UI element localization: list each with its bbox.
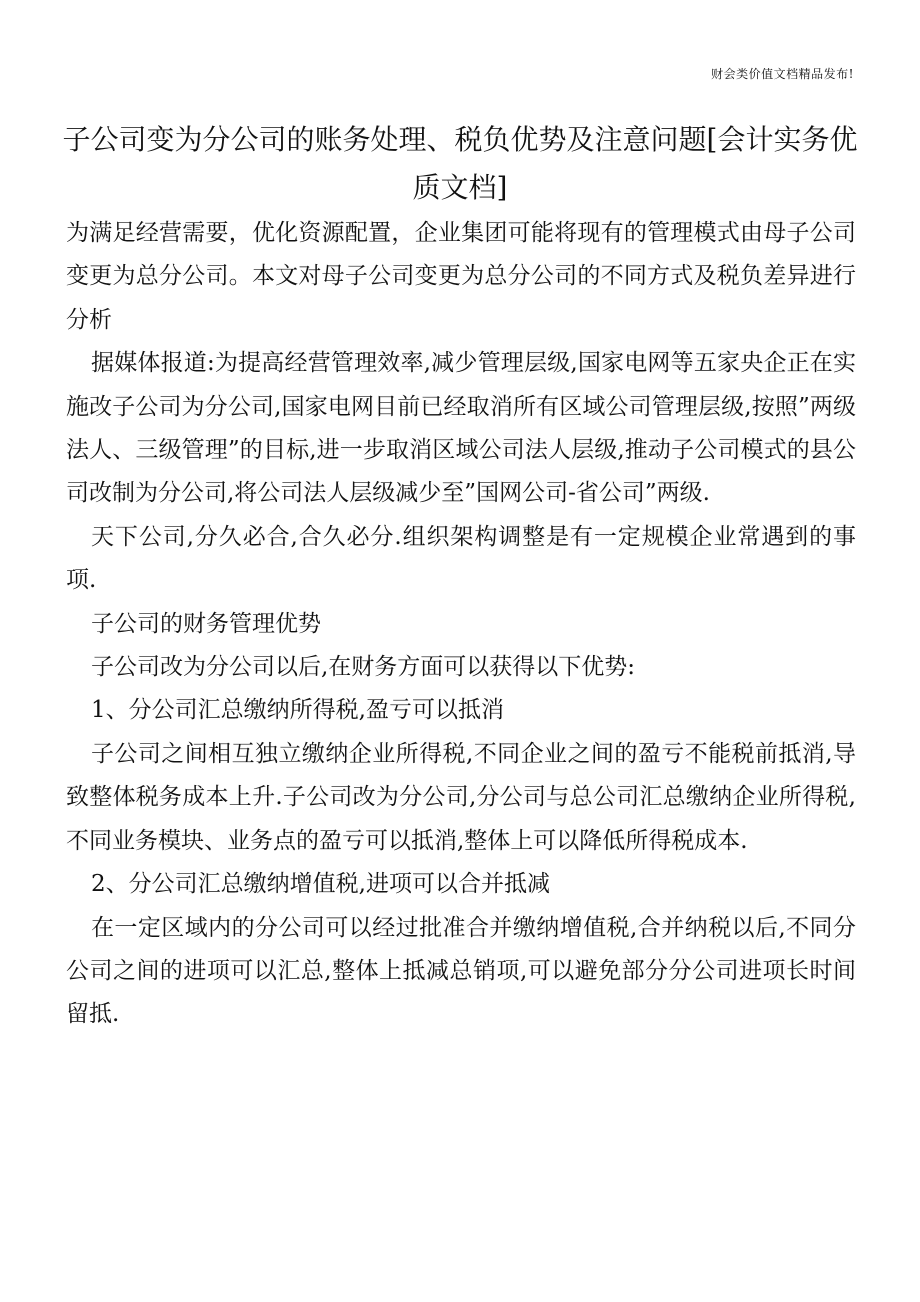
body-paragraph: 子公司改为分公司以后,在财务方面可以获得以下优势: bbox=[91, 654, 636, 681]
body-paragraph: 据媒体报道:为提高经营管理效率,减少管理层级,国家电网等五家央企正在实施改子公司为分公司,国家电网目前已经取消所有区域公司管理层级,按照”两级法人、三级管理”的目标,进一步取消区域公司法人层级,推动子公司模式的县公司改制为分公司,将公司法人层级减少至”国网公司-省公司”两级. bbox=[66, 350, 856, 507]
subsection-heading: 2、分公司汇总缴纳增值税,进项可以合并抵减 bbox=[91, 871, 550, 898]
header-note: 财会类价值文档精品发布! bbox=[711, 67, 854, 81]
subsection-heading: 1、分公司汇总缴纳所得税,盈亏可以抵消 bbox=[91, 697, 504, 724]
document-title: 子公司变为分公司的账务处理、税负优势及注意问题[会计实务优质文档] bbox=[62, 123, 858, 204]
body-paragraph: 天下公司,分久必合,合久必分.组织架构调整是有一定规模企业常遇到的事项. bbox=[66, 523, 856, 594]
body-paragraph: 子公司之间相互独立缴纳企业所得税,不同企业之间的盈亏不能税前抵消,导致整体税务成本上升.子公司改为分公司,分公司与总公司汇总缴纳企业所得税,不同业务模块、业务点的盈亏可以抵消,整体上可以降低所得税成本. bbox=[66, 740, 856, 854]
section-heading: 子公司的财务管理优势 bbox=[91, 610, 321, 637]
body-paragraph: 在一定区域内的分公司可以经过批准合并缴纳增值税,合并纳税以后,不同分公司之间的进项可以汇总,整体上抵减总销项,可以避免部分分公司进项长时间留抵. bbox=[66, 914, 856, 1028]
document-body bbox=[66, 212, 856, 1037]
intro-paragraph: 为满足经营需要，优化资源配置，企业集团可能将现有的管理模式由母子公司变更为总分公司。本文对母子公司变更为总分公司的不同方式及税负差异进行分析 bbox=[66, 220, 856, 333]
